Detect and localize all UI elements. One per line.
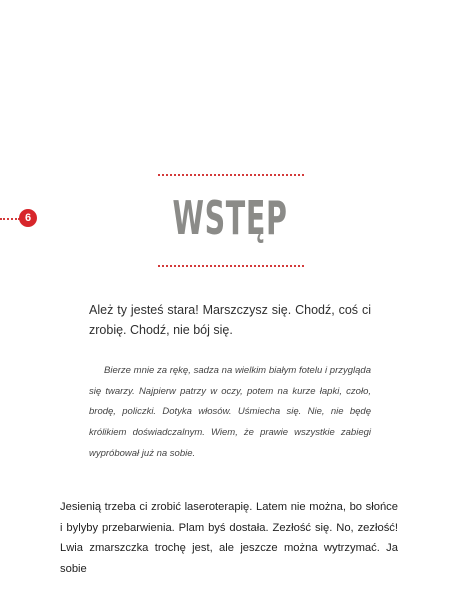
- page-number-badge: 6: [19, 209, 37, 227]
- intro-paragraph: Ależ ty jesteś stara! Marszczysz się. Chodź, coś ci zrobię. Chodź, nie bój się.: [89, 303, 371, 337]
- decorative-dotted-line-left: [0, 218, 20, 220]
- decorative-dotted-line-top: [158, 174, 304, 176]
- chapter-title: WSTĘP: [172, 191, 288, 245]
- italic-paragraph: Bierze mnie za rękę, sadza na wielkim białym fotelu i przygląda się twarzy. Najpierw patrzy w oczy, potem na kurze łapki, czoło, brodę, policzki. Dotyka włosów. Uśmiecha się. Nie, nie będę królikiem doświadczalnym. Wiem, że prawie wszystkie zabiegi wypróbował już na sobie.: [89, 365, 371, 459]
- decorative-dotted-line-bottom: [158, 265, 304, 267]
- body-paragraph: Jesienią trzeba ci zrobić laseroterapię. Latem nie można, bo słońce i bylyby przebarwienia. Plam byś dostała. Zezłość się. No, zezłość! Lwia zmarszczka trochę jest, ale jeszcze można wytrzymać. Ja sobie: [60, 501, 398, 575]
